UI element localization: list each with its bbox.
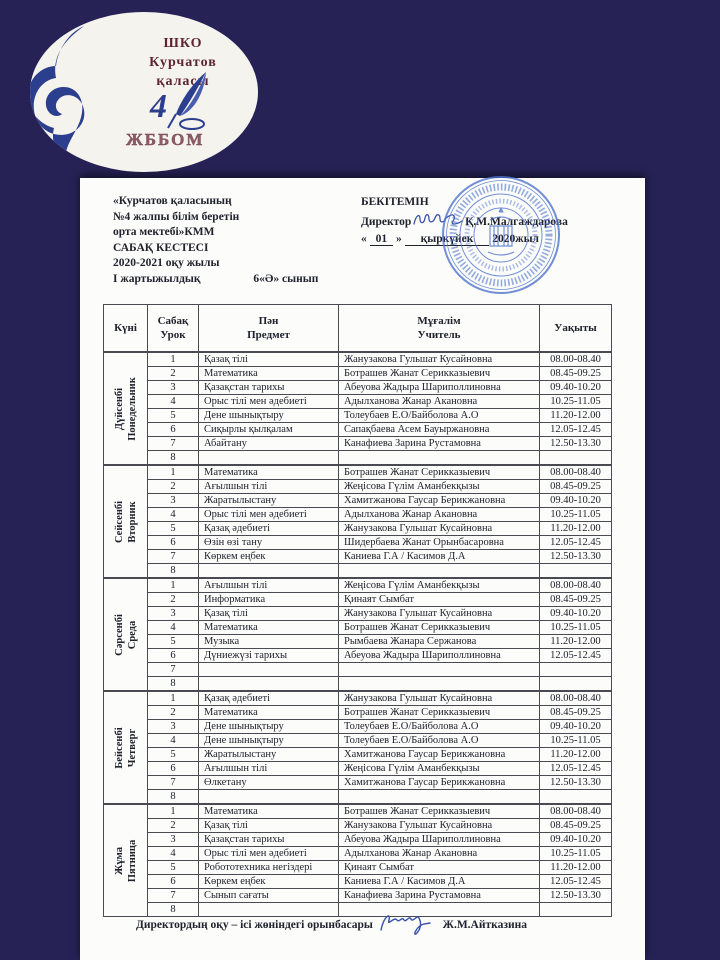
table-row (104, 409, 612, 423)
approval-block (361, 194, 568, 248)
teacher-cell: Адылханова Жанар Акановна (339, 395, 540, 409)
time-cell: 08.00-08.40 (540, 578, 612, 593)
time-cell: 09.40-10.20 (540, 381, 612, 395)
lesson-number-cell: 2 (148, 593, 199, 607)
approve-title: БЕКІТЕМІН (361, 196, 429, 208)
lesson-number-cell: 4 (148, 847, 199, 861)
logo-line1: ШКО (163, 36, 203, 51)
lesson-number-cell: 1 (148, 465, 199, 480)
table-row (104, 861, 612, 875)
table-row (104, 833, 612, 847)
time-cell: 12.05-12.45 (540, 649, 612, 663)
lesson-number-cell: 3 (148, 833, 199, 847)
table-row (104, 875, 612, 889)
table-row (104, 748, 612, 762)
subject-cell: Қазақ әдебиеті (199, 691, 339, 706)
subject-cell: Өзін өзі тану (199, 536, 339, 550)
col-lesson-ru: Урок (160, 329, 186, 341)
time-cell: 10.25-11.05 (540, 508, 612, 522)
teacher-cell: Сапақбаева Асем Бауыржановна (339, 423, 540, 437)
time-cell: 09.40-10.20 (540, 833, 612, 847)
teacher-cell: Қинаят Сымбат (339, 593, 540, 607)
lesson-number-cell: 7 (148, 437, 199, 451)
subject-cell: Өлкетану (199, 776, 339, 790)
teacher-cell: Жеңісова Гүлім Аманбекқызы (339, 578, 540, 593)
header-line: 2020-2021 оқу жылы (113, 257, 220, 269)
logo-acronym: ЖББОМ (126, 130, 205, 149)
subject-cell: Ағылшын тілі (199, 480, 339, 494)
logo-anniversary-number: 4 (150, 88, 167, 125)
lesson-number-cell: 3 (148, 720, 199, 734)
teacher-cell (339, 564, 540, 579)
subject-cell: Дүниежүзі тарихы (199, 649, 339, 663)
day-name-ru: Среда (126, 620, 138, 649)
director-name: Қ.М.Малгаждарова (465, 216, 568, 228)
teacher-cell: Ботрашев Жанат Серикказыевич (339, 621, 540, 635)
table-row (104, 352, 612, 367)
table-row (104, 494, 612, 508)
teacher-cell: Ботрашев Жанат Серикказыевич (339, 367, 540, 381)
subject-cell: Ағылшын тілі (199, 578, 339, 593)
subject-cell: Математика (199, 706, 339, 720)
table-row (104, 706, 612, 720)
subject-cell: Математика (199, 804, 339, 819)
teacher-cell: Жеңісова Гүлім Аманбекқызы (339, 762, 540, 776)
time-cell: 09.40-10.20 (540, 720, 612, 734)
col-time: Уақыты (540, 305, 612, 353)
time-cell: 12.50-13.30 (540, 550, 612, 564)
teacher-cell: Канафиева Зарина Рустамовна (339, 889, 540, 903)
table-row (104, 720, 612, 734)
lesson-number-cell: 5 (148, 861, 199, 875)
director-signature-icon (412, 211, 464, 229)
subject-cell: Көркем еңбек (199, 550, 339, 564)
lesson-number-cell: 1 (148, 352, 199, 367)
subject-cell: Орыс тілі мен әдебиеті (199, 847, 339, 861)
teacher-cell: Хамитжанова Гаусар Берикжановна (339, 776, 540, 790)
lesson-number-cell: 2 (148, 480, 199, 494)
lesson-number-cell: 4 (148, 395, 199, 409)
subject-cell: Дене шынықтыру (199, 409, 339, 423)
teacher-cell: Қинаят Сымбат (339, 861, 540, 875)
date-line (361, 231, 568, 248)
subject-cell: Қазақ тілі (199, 352, 339, 367)
lesson-number-cell: 2 (148, 706, 199, 720)
lesson-number-cell: 4 (148, 621, 199, 635)
lesson-number-cell: 6 (148, 423, 199, 437)
date-day: 01 (370, 233, 394, 246)
subject-cell: Көркем еңбек (199, 875, 339, 889)
teacher-cell: Каниева Г.А / Касимов Д.А (339, 875, 540, 889)
time-cell: 08.00-08.40 (540, 352, 612, 367)
time-cell: 08.45-09.25 (540, 367, 612, 381)
header-line: №4 жалпы білім беретін (113, 210, 240, 223)
teacher-cell (339, 790, 540, 805)
time-cell: 11.20-12.00 (540, 635, 612, 649)
timetable-body (104, 352, 612, 917)
semester-label: І жартыжылдық (113, 272, 201, 285)
teacher-cell: Адылханова Жанар Акановна (339, 508, 540, 522)
teacher-cell (339, 663, 540, 677)
teacher-cell: Ботрашев Жанат Серикказыевич (339, 706, 540, 720)
lesson-number-cell: 6 (148, 649, 199, 663)
day-name-kk: Бейсенбі (113, 726, 125, 769)
subject-cell: Қазақстан тарихы (199, 833, 339, 847)
time-cell: 11.20-12.00 (540, 409, 612, 423)
time-cell: 11.20-12.00 (540, 522, 612, 536)
col-lesson (148, 305, 199, 353)
teacher-cell: Абеуова Жадыра Шариполлиновна (339, 833, 540, 847)
lesson-number-cell: 6 (148, 762, 199, 776)
subject-cell: Абайтану (199, 437, 339, 451)
subject-cell: Музыка (199, 635, 339, 649)
col-teacher (339, 305, 540, 353)
day-name-ru: Четверг (126, 728, 138, 767)
lesson-number-cell: 5 (148, 748, 199, 762)
subject-cell (199, 677, 339, 692)
logo-swirl-icon (30, 20, 132, 170)
subject-cell: Дене шынықтыру (199, 720, 339, 734)
lesson-number-cell: 1 (148, 578, 199, 593)
subject-cell: Ағылшын тілі (199, 762, 339, 776)
table-row (104, 762, 612, 776)
col-day: Күні (104, 305, 148, 353)
time-cell: 12.05-12.45 (540, 875, 612, 889)
col-subject-ru: Предмет (247, 329, 290, 341)
deputy-signature-icon (378, 908, 438, 938)
time-cell (540, 663, 612, 677)
subject-cell: Жаратылыстану (199, 494, 339, 508)
lesson-number-cell: 2 (148, 367, 199, 381)
subject-cell: Дене шынықтыру (199, 734, 339, 748)
document-header-left (113, 194, 318, 287)
time-cell: 08.00-08.40 (540, 465, 612, 480)
time-cell (540, 451, 612, 466)
school-logo (30, 12, 258, 172)
subject-cell: Орыс тілі мен әдебиеті (199, 508, 339, 522)
time-cell (540, 677, 612, 692)
lesson-number-cell: 8 (148, 790, 199, 805)
lesson-number-cell: 8 (148, 451, 199, 466)
table-row (104, 367, 612, 381)
table-row (104, 451, 612, 466)
time-cell (540, 790, 612, 805)
day-name-kk: Дүйсенбі (113, 387, 125, 430)
time-cell: 12.05-12.45 (540, 762, 612, 776)
lesson-number-cell: 7 (148, 889, 199, 903)
teacher-cell: Хамитжанова Гаусар Берикжановна (339, 494, 540, 508)
header-line: САБАҚ КЕСТЕСІ (113, 241, 209, 254)
time-cell (540, 564, 612, 579)
lesson-number-cell: 6 (148, 536, 199, 550)
day-name-ru: Вторник (126, 500, 138, 543)
lesson-number-cell: 5 (148, 522, 199, 536)
teacher-cell: Адылханова Жанар Акановна (339, 847, 540, 861)
table-row (104, 508, 612, 522)
teacher-cell: Толеубаев Е.О/Байболова А.О (339, 734, 540, 748)
teacher-cell: Жанузакова Гульшат Кусайновна (339, 691, 540, 706)
time-cell: 08.00-08.40 (540, 691, 612, 706)
subject-cell (199, 663, 339, 677)
table-row (104, 607, 612, 621)
time-cell: 12.50-13.30 (540, 437, 612, 451)
table-row (104, 522, 612, 536)
table-row (104, 593, 612, 607)
teacher-cell: Шидербаева Жанат Орынбасаровна (339, 536, 540, 550)
day-name-kk: Жұма (113, 846, 125, 875)
time-cell: 10.25-11.05 (540, 621, 612, 635)
day-cell (104, 804, 148, 917)
date-month: қыркүйек (405, 233, 490, 246)
table-row (104, 790, 612, 805)
timetable-header (104, 305, 612, 353)
table-row (104, 550, 612, 564)
director-line (361, 211, 568, 231)
table-row (104, 381, 612, 395)
lesson-number-cell: 4 (148, 734, 199, 748)
date-open-quote: « (361, 233, 367, 245)
deputy-name: Ж.М.Айтказина (442, 919, 527, 931)
subject-cell: Орыс тілі мен әдебиеті (199, 395, 339, 409)
director-label: Директор (361, 216, 412, 228)
col-subject (199, 305, 339, 353)
document-sheet (80, 178, 645, 960)
subject-cell: Сиқырлы қылқалам (199, 423, 339, 437)
table-row (104, 847, 612, 861)
col-teacher-kk: Мұғалім (417, 315, 461, 327)
lesson-number-cell: 7 (148, 776, 199, 790)
time-cell: 08.45-09.25 (540, 593, 612, 607)
time-cell: 11.20-12.00 (540, 748, 612, 762)
timetable (103, 304, 612, 917)
time-cell: 08.45-09.25 (540, 706, 612, 720)
table-row (104, 776, 612, 790)
teacher-cell: Жанузакова Гульшат Кусайновна (339, 819, 540, 833)
teacher-cell: Ботрашев Жанат Серикказыевич (339, 465, 540, 480)
subject-cell: Математика (199, 465, 339, 480)
subject-cell: Қазақ тілі (199, 819, 339, 833)
table-row (104, 635, 612, 649)
lesson-number-cell: 8 (148, 677, 199, 692)
day-cell (104, 691, 148, 804)
teacher-cell (339, 451, 540, 466)
subject-cell: Сынып сағаты (199, 889, 339, 903)
teacher-cell: Жанузакова Гульшат Кусайновна (339, 607, 540, 621)
table-row (104, 536, 612, 550)
teacher-cell: Жеңісова Гүлім Аманбекқызы (339, 480, 540, 494)
subject-cell: Математика (199, 367, 339, 381)
day-cell (104, 578, 148, 691)
teacher-cell (339, 677, 540, 692)
logo-line3: қаласы (156, 74, 210, 89)
table-row (104, 437, 612, 451)
table-row (104, 804, 612, 819)
teacher-cell: Жанузакова Гульшат Кусайновна (339, 352, 540, 367)
teacher-cell: Канафиева Зарина Рустамовна (339, 437, 540, 451)
subject-cell: Информатика (199, 593, 339, 607)
table-row (104, 395, 612, 409)
time-cell: 08.45-09.25 (540, 480, 612, 494)
table-row (104, 578, 612, 593)
time-cell: 10.25-11.05 (540, 847, 612, 861)
lesson-number-cell: 3 (148, 607, 199, 621)
table-row (104, 819, 612, 833)
time-cell: 09.40-10.20 (540, 607, 612, 621)
date-year: 2020жыл (492, 233, 540, 245)
teacher-cell: Каниева Г.А / Касимов Д.А (339, 550, 540, 564)
teacher-cell: Жанузакова Гульшат Кусайновна (339, 522, 540, 536)
table-row (104, 889, 612, 903)
subject-cell: Робототехника негіздері (199, 861, 339, 875)
table-row (104, 734, 612, 748)
lesson-number-cell: 4 (148, 508, 199, 522)
time-cell: 09.40-10.20 (540, 494, 612, 508)
logo-line2: Курчатов (149, 55, 217, 70)
lesson-number-cell: 3 (148, 494, 199, 508)
subject-cell: Математика (199, 621, 339, 635)
lesson-number-cell: 2 (148, 819, 199, 833)
table-row (104, 621, 612, 635)
time-cell (540, 903, 612, 917)
col-subject-kk: Пән (258, 315, 279, 327)
time-cell: 12.50-13.30 (540, 889, 612, 903)
day-name-kk: Сәрсенбі (113, 613, 125, 656)
header-row (104, 305, 612, 353)
table-row (104, 663, 612, 677)
subject-cell: Қазақ әдебиеті (199, 522, 339, 536)
time-cell: 12.05-12.45 (540, 423, 612, 437)
teacher-cell: Толеубаев Е.О/Байболова А.О (339, 720, 540, 734)
day-cell (104, 352, 148, 465)
semester-row (113, 272, 318, 288)
teacher-cell: Рымбаева Жанара Сержанова (339, 635, 540, 649)
lesson-number-cell: 8 (148, 903, 199, 917)
lesson-number-cell: 7 (148, 550, 199, 564)
time-cell: 10.25-11.05 (540, 395, 612, 409)
lesson-number-cell: 1 (148, 691, 199, 706)
table-row (104, 677, 612, 692)
col-teacher-ru: Учитель (417, 329, 461, 341)
header-line: орта мектебі»КММ (113, 226, 215, 238)
col-lesson-kk: Сабақ (157, 315, 189, 327)
time-cell: 08.45-09.25 (540, 819, 612, 833)
subject-cell (199, 451, 339, 466)
time-cell: 10.25-11.05 (540, 734, 612, 748)
header-line: «Курчатов қаласының (113, 195, 232, 207)
teacher-cell: Абеуова Жадыра Шариполлиновна (339, 381, 540, 395)
day-name-kk: Сейсенбі (113, 500, 125, 543)
subject-cell (199, 790, 339, 805)
day-name-ru: Понедельник (126, 376, 138, 441)
table-row (104, 691, 612, 706)
table-row (104, 649, 612, 663)
table-row (104, 423, 612, 437)
date-close-quote: » (396, 233, 402, 245)
teacher-cell: Толеубаев Е.О/Байболова А.О (339, 409, 540, 423)
deputy-label: Директордың оқу – ісі жөніндегі орынбасары (136, 919, 373, 931)
teacher-cell: Хамитжанова Гаусар Берикжановна (339, 748, 540, 762)
subject-cell (199, 564, 339, 579)
time-cell: 12.05-12.45 (540, 536, 612, 550)
lesson-number-cell: 5 (148, 409, 199, 423)
teacher-cell: Ботрашев Жанат Серикказыевич (339, 804, 540, 819)
teacher-cell: Абеуова Жадыра Шариполлиновна (339, 649, 540, 663)
lesson-number-cell: 1 (148, 804, 199, 819)
lesson-number-cell: 7 (148, 663, 199, 677)
time-cell: 12.50-13.30 (540, 776, 612, 790)
lesson-number-cell: 5 (148, 635, 199, 649)
day-name-ru: Пятница (126, 839, 138, 882)
table-row (104, 564, 612, 579)
quill-icon (148, 70, 238, 136)
time-cell: 08.00-08.40 (540, 804, 612, 819)
document-footer (136, 908, 527, 938)
day-cell (104, 465, 148, 578)
subject-cell: Қазақ тілі (199, 607, 339, 621)
class-name: 6«Ә» сынып (253, 272, 319, 285)
lesson-number-cell: 8 (148, 564, 199, 579)
lesson-number-cell: 3 (148, 381, 199, 395)
subject-cell: Жаратылыстану (199, 748, 339, 762)
time-cell: 11.20-12.00 (540, 861, 612, 875)
lesson-number-cell: 6 (148, 875, 199, 889)
table-row (104, 465, 612, 480)
subject-cell: Қазақстан тарихы (199, 381, 339, 395)
table-row (104, 480, 612, 494)
